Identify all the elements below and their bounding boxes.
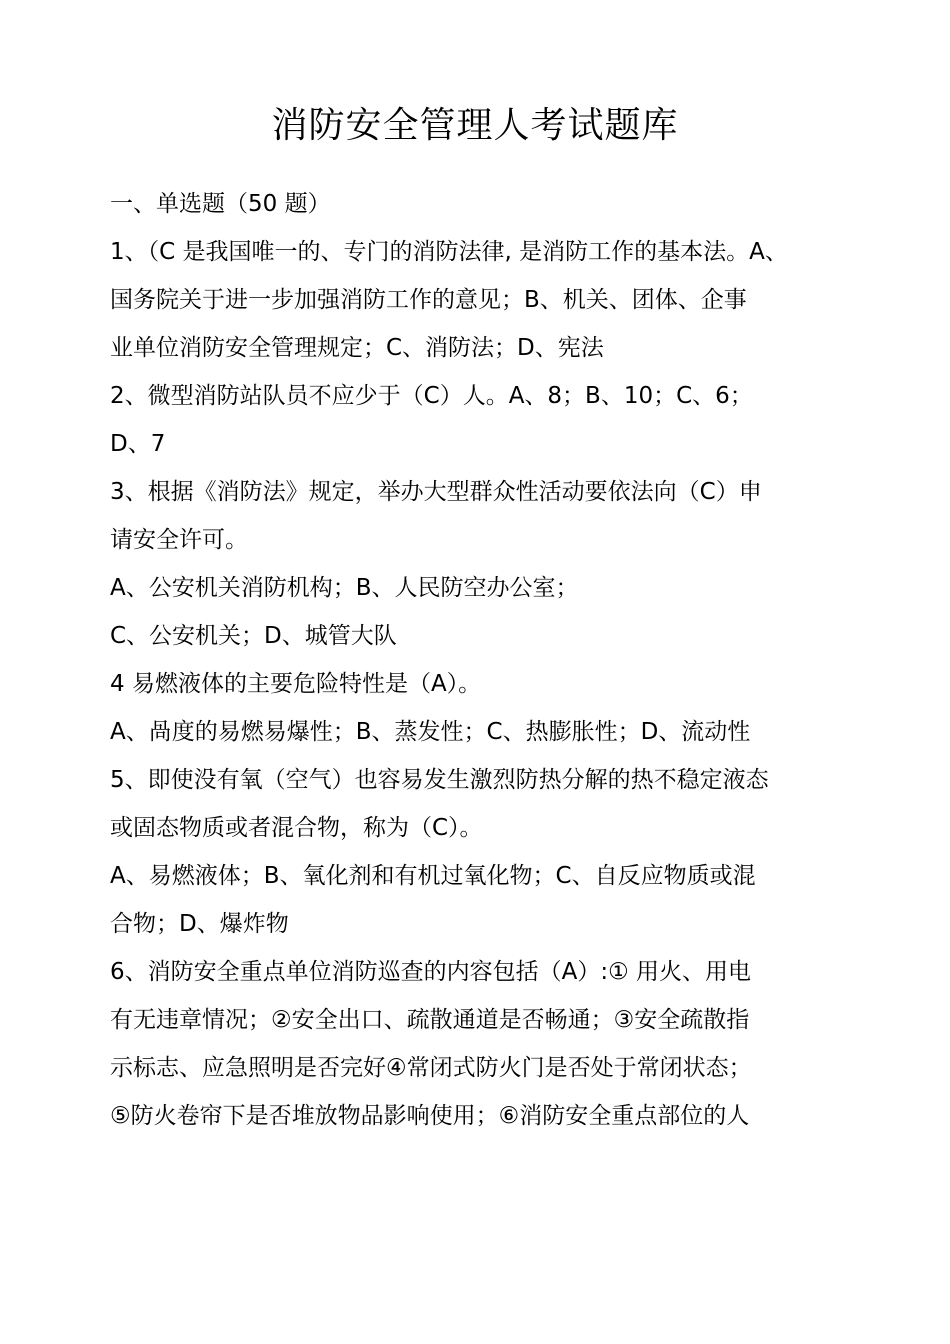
text-line: 业单位消防安全管理规定；C、消防法；D、宪法 xyxy=(110,335,604,361)
text-line: C、公安机关；D、城管大队 xyxy=(110,623,397,649)
text-line: 有无违章情况；②安全出口、疏散通道是否畅通；③安全疏散指 xyxy=(110,1007,750,1033)
text-line: 2、微型消防站队员不应少于（C）人。A、8；B、10；C、6； xyxy=(110,383,753,409)
text-line: ⑤防火卷帘下是否堆放物品影响使用；⑥消防安全重点部位的人 xyxy=(110,1103,750,1129)
document-body xyxy=(110,180,855,1140)
text-line: 1、（C 是我国唯一的、专门的消防法律, 是消防工作的基本法。A、 xyxy=(110,239,788,265)
text-line: A、易燃液体；B、氧化剂和有机过氧化物；C、自反应物质或混 xyxy=(110,863,756,889)
text-line: 6、消防安全重点单位消防巡查的内容包括（A）:① 用火、用电 xyxy=(110,959,752,985)
text-line: 国务院关于进一步加强消防工作的意见；B、机关、团体、企事 xyxy=(110,287,747,313)
text-line: 4 易燃液体的主要危险特性是（A）。 xyxy=(110,671,482,697)
text-line: 5、即使没有氧（空气）也容易发生激烈防热分解的热不稳定液态 xyxy=(110,767,769,793)
section-heading: 一、单选题（50 题） xyxy=(110,191,331,217)
text-line: 示标志、应急照明是否完好④常闭式防火门是否处于常闭状态； xyxy=(110,1055,752,1081)
text-line: 请安全许可。 xyxy=(110,527,248,553)
text-line: 合物；D、爆炸物 xyxy=(110,911,289,937)
text-line: A、咼度的易燃易爆性；B、蒸发性；C、热膨胀性；D、流动性 xyxy=(110,719,751,745)
document-title: 消防安全管理人考试题库 xyxy=(271,105,679,146)
text-line: 3、根据《消防法》规定，举办大型群众性活动要依法向（C）申 xyxy=(110,479,762,505)
text-line: A、公安机关消防机构；B、人民防空办公室； xyxy=(110,575,579,601)
text-line: D、7 xyxy=(110,431,166,457)
text-line: 或固态物质或者混合物，称为（C）。 xyxy=(110,815,483,841)
